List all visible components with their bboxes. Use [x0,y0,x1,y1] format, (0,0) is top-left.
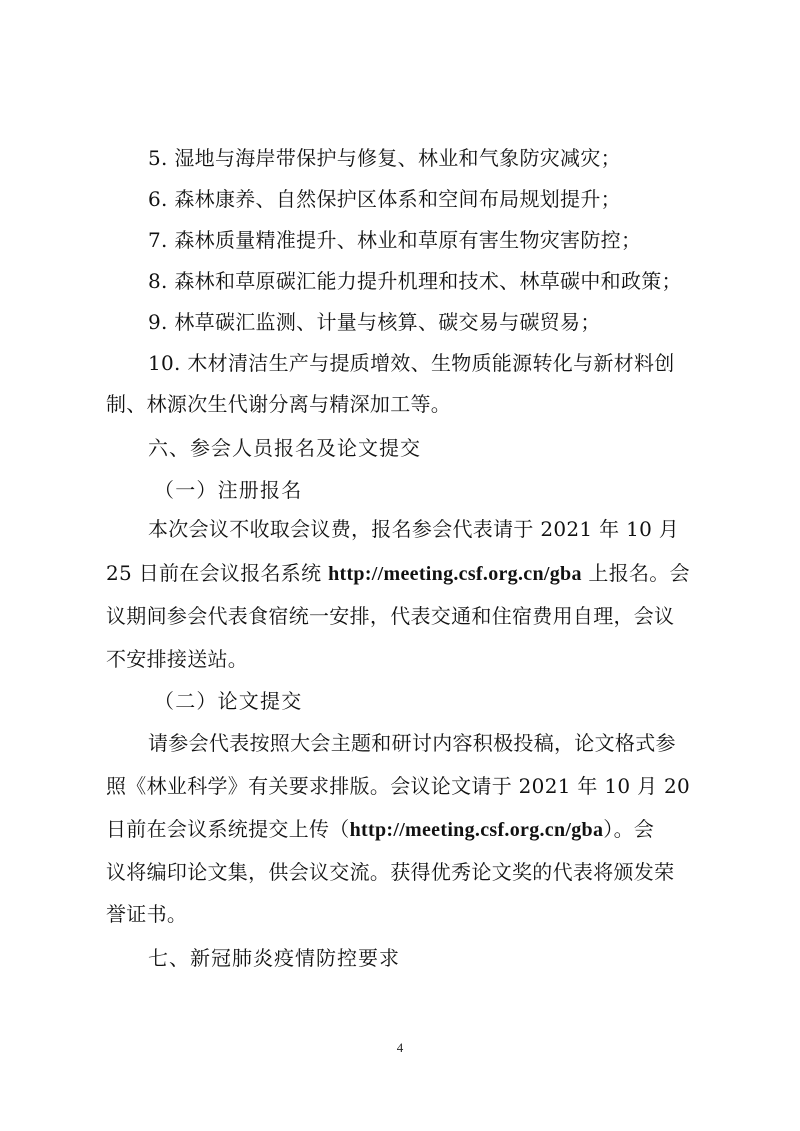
paragraph-text: 25 日前在会议报名系统 [106,561,329,585]
list-item: 7. 森林质量精准提升、林业和草原有害生物灾害防控； [148,228,642,252]
paragraph-line: 议将编印论文集，供会议交流。获得优秀论文奖的代表将颁发荣 [106,860,675,884]
paragraph-line [106,815,700,844]
list-item: 6. 森林康养、自然保护区体系和空间布局规划提升； [148,187,621,211]
paragraph-line: 不安排接送站。 [106,647,249,671]
section-heading-epidemic: 七、新冠肺炎疫情防控要求 [148,946,400,970]
submission-link[interactable]: http://meeting.csf.org.cn/gba [349,819,604,841]
paragraph-text: 日前在会议系统提交上传（ [106,817,350,841]
list-item-continuation: 制、林源次生代谢分离与精深加工等。 [106,392,452,416]
paragraph-line: 请参会代表按照大会主题和研讨内容积极投稿，论文格式参 [148,731,676,755]
paragraph-line [106,559,700,588]
paragraph-line: 议期间参会代表食宿统一安排，代表交通和住宿费用自理，会议 [106,604,675,628]
paragraph-text: 上报名。会 [581,561,690,585]
section-heading-registration: 六、参会人员报名及论文提交 [148,436,421,460]
list-item: 5. 湿地与海岸带保护与修复、林业和气象防灾减灾； [148,146,621,170]
paragraph-line: 照《林业科学》有关要求排版。会议论文请于 2021 年 10 月 20 [106,774,691,798]
subsection-title-registration: （一）注册报名 [154,478,303,502]
paragraph-text: ）。会 [603,817,655,841]
page-number: 4 [396,1040,404,1055]
list-item: 9. 林草碳汇监测、计量与核算、碳交易与碳贸易； [148,310,601,334]
registration-link[interactable]: http://meeting.csf.org.cn/gba [328,563,582,585]
list-item: 10. 木材清洁生产与提质增效、生物质能源转化与新材料创 [148,351,675,375]
paragraph-line: 本次会议不收取会议费，报名参会代表请于 2021 年 10 月 [148,517,680,541]
list-item: 8. 森林和草原碳汇能力提升机理和技术、林草碳中和政策； [148,269,682,293]
subsection-title-paper: （二）论文提交 [154,689,303,713]
paragraph-line: 誉证书。 [106,902,188,926]
